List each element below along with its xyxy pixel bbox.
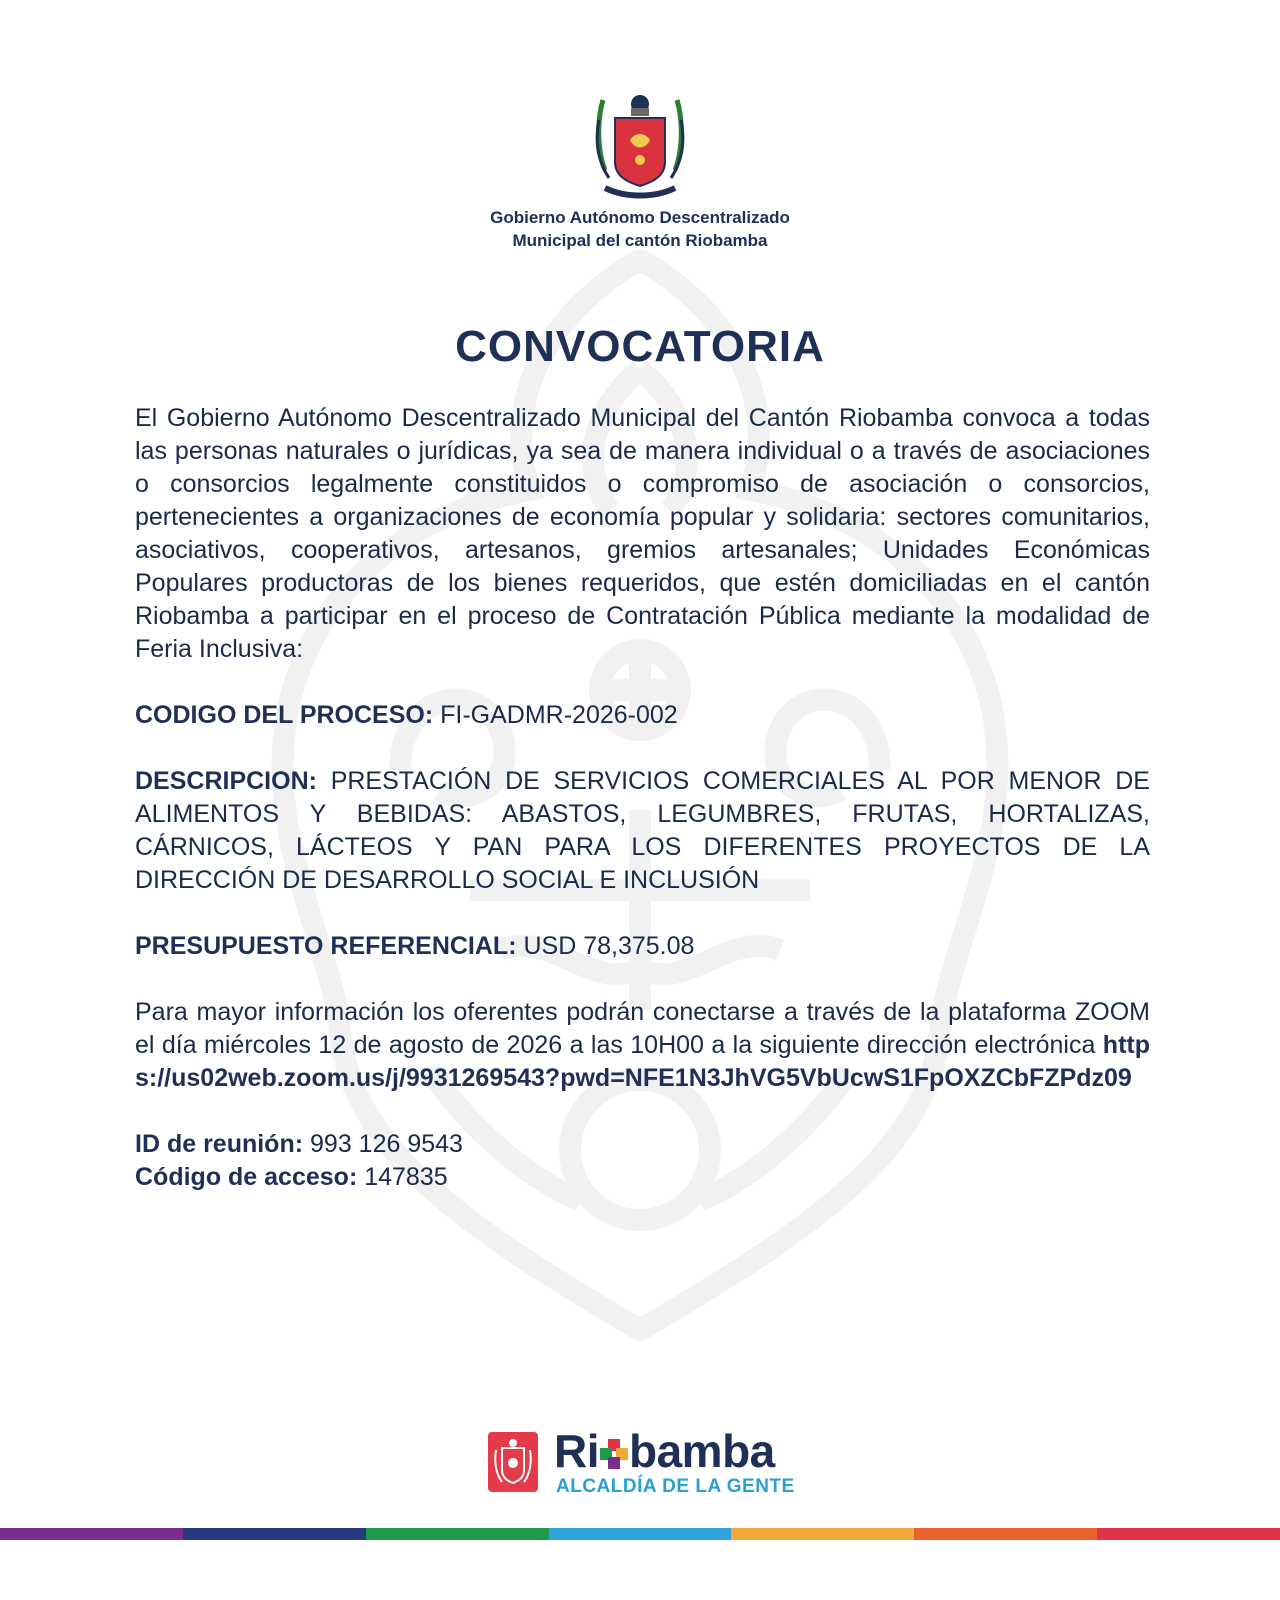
description-label: DESCRIPCION:: [135, 767, 317, 795]
meeting-id: [135, 1128, 1150, 1161]
main-content: [135, 402, 1150, 1194]
org-line-1: Gobierno Autónomo Descentralizado: [490, 208, 790, 227]
color-stripe: [0, 1528, 1280, 1540]
access-code-label: Código de acceso:: [135, 1163, 358, 1191]
access-code-value: 147835: [364, 1163, 448, 1191]
stripe-segment: [549, 1528, 732, 1540]
organization-name: [0, 206, 1280, 252]
stripe-segment: [1097, 1528, 1280, 1540]
budget: [135, 930, 1150, 963]
coat-of-arms-icon: [595, 90, 685, 202]
zoom-link[interactable]: https://us02web.zoom.us/j/9931269543?pwd=NFE1N3JhVG5VbUcwS1FpOXZCbFZPdz09: [135, 1031, 1150, 1092]
stripe-segment: [731, 1528, 914, 1540]
org-line-2: Municipal del cantón Riobamba: [512, 231, 768, 250]
info-text: Para mayor información los oferentes podrán conectarse a través de la plataforma ZOOM el día miércoles 12 de agosto de 2026 a las 10H00 a la siguiente dirección electrónica: [135, 998, 1150, 1059]
brand-part-2: bamba: [629, 1425, 775, 1477]
seal-icon: [488, 1432, 538, 1492]
riobamba-logo: [488, 1425, 808, 1497]
process-code-value: FI-GADMR-2026-002: [440, 701, 678, 729]
stripe-segment: [914, 1528, 1097, 1540]
stripe-segment: [366, 1528, 549, 1540]
process-code-label: CODIGO DEL PROCESO:: [135, 701, 434, 729]
tagline: ALCALDÍA DE LA GENTE: [556, 1476, 795, 1497]
page-title: CONVOCATORIA: [455, 322, 825, 371]
info-paragraph: [135, 996, 1150, 1095]
budget-value: USD 78,375.08: [523, 932, 695, 960]
intro-paragraph: El Gobierno Autónomo Descentralizado Municipal del Cantón Riobamba convoca a todas las personas naturales o jurídicas, ya sea de manera individual o a través de asociaciones o consorcios legalmente constituidos o compromiso de asociación o consorcios, pertenecientes a organizaciones de economía popular y solidaria: sectores comunitarios, asociativos, cooperativos, artesanos, gremios artesanales; Unidades Económicas Populares productoras de los bienes requeridos, que estén domiciliadas en el cantón Riobamba a participar en el proceso de Contratación Pública mediante la modalidad de Feria Inclusiva:: [135, 404, 1150, 663]
meeting-id-label: ID de reunión:: [135, 1130, 304, 1158]
stripe-segment: [0, 1528, 183, 1540]
brand-part-1: Ri: [554, 1425, 599, 1477]
meeting-id-value: 993 126 9543: [310, 1130, 463, 1158]
description: [135, 765, 1150, 897]
access-code: [135, 1161, 1150, 1194]
brand-o-mosaic-icon: [600, 1439, 628, 1469]
stripe-segment: [183, 1528, 366, 1540]
brand-name: [554, 1424, 775, 1478]
process-code: [135, 699, 1150, 732]
budget-label: PRESUPUESTO REFERENCIAL:: [135, 932, 517, 960]
description-value: PRESTACIÓN DE SERVICIOS COMERCIALES AL POR MENOR DE ALIMENTOS Y BEBIDAS: ABASTOS, LEGUMBRES, FRUTAS, HORTALIZAS, CÁRNICOS, LÁCTEOS Y PAN PARA LOS DIFERENTES PROYECTOS DE LA DIRECCIÓN DE DESARROLLO SOCIAL E INCLUSIÓN: [135, 767, 1150, 894]
